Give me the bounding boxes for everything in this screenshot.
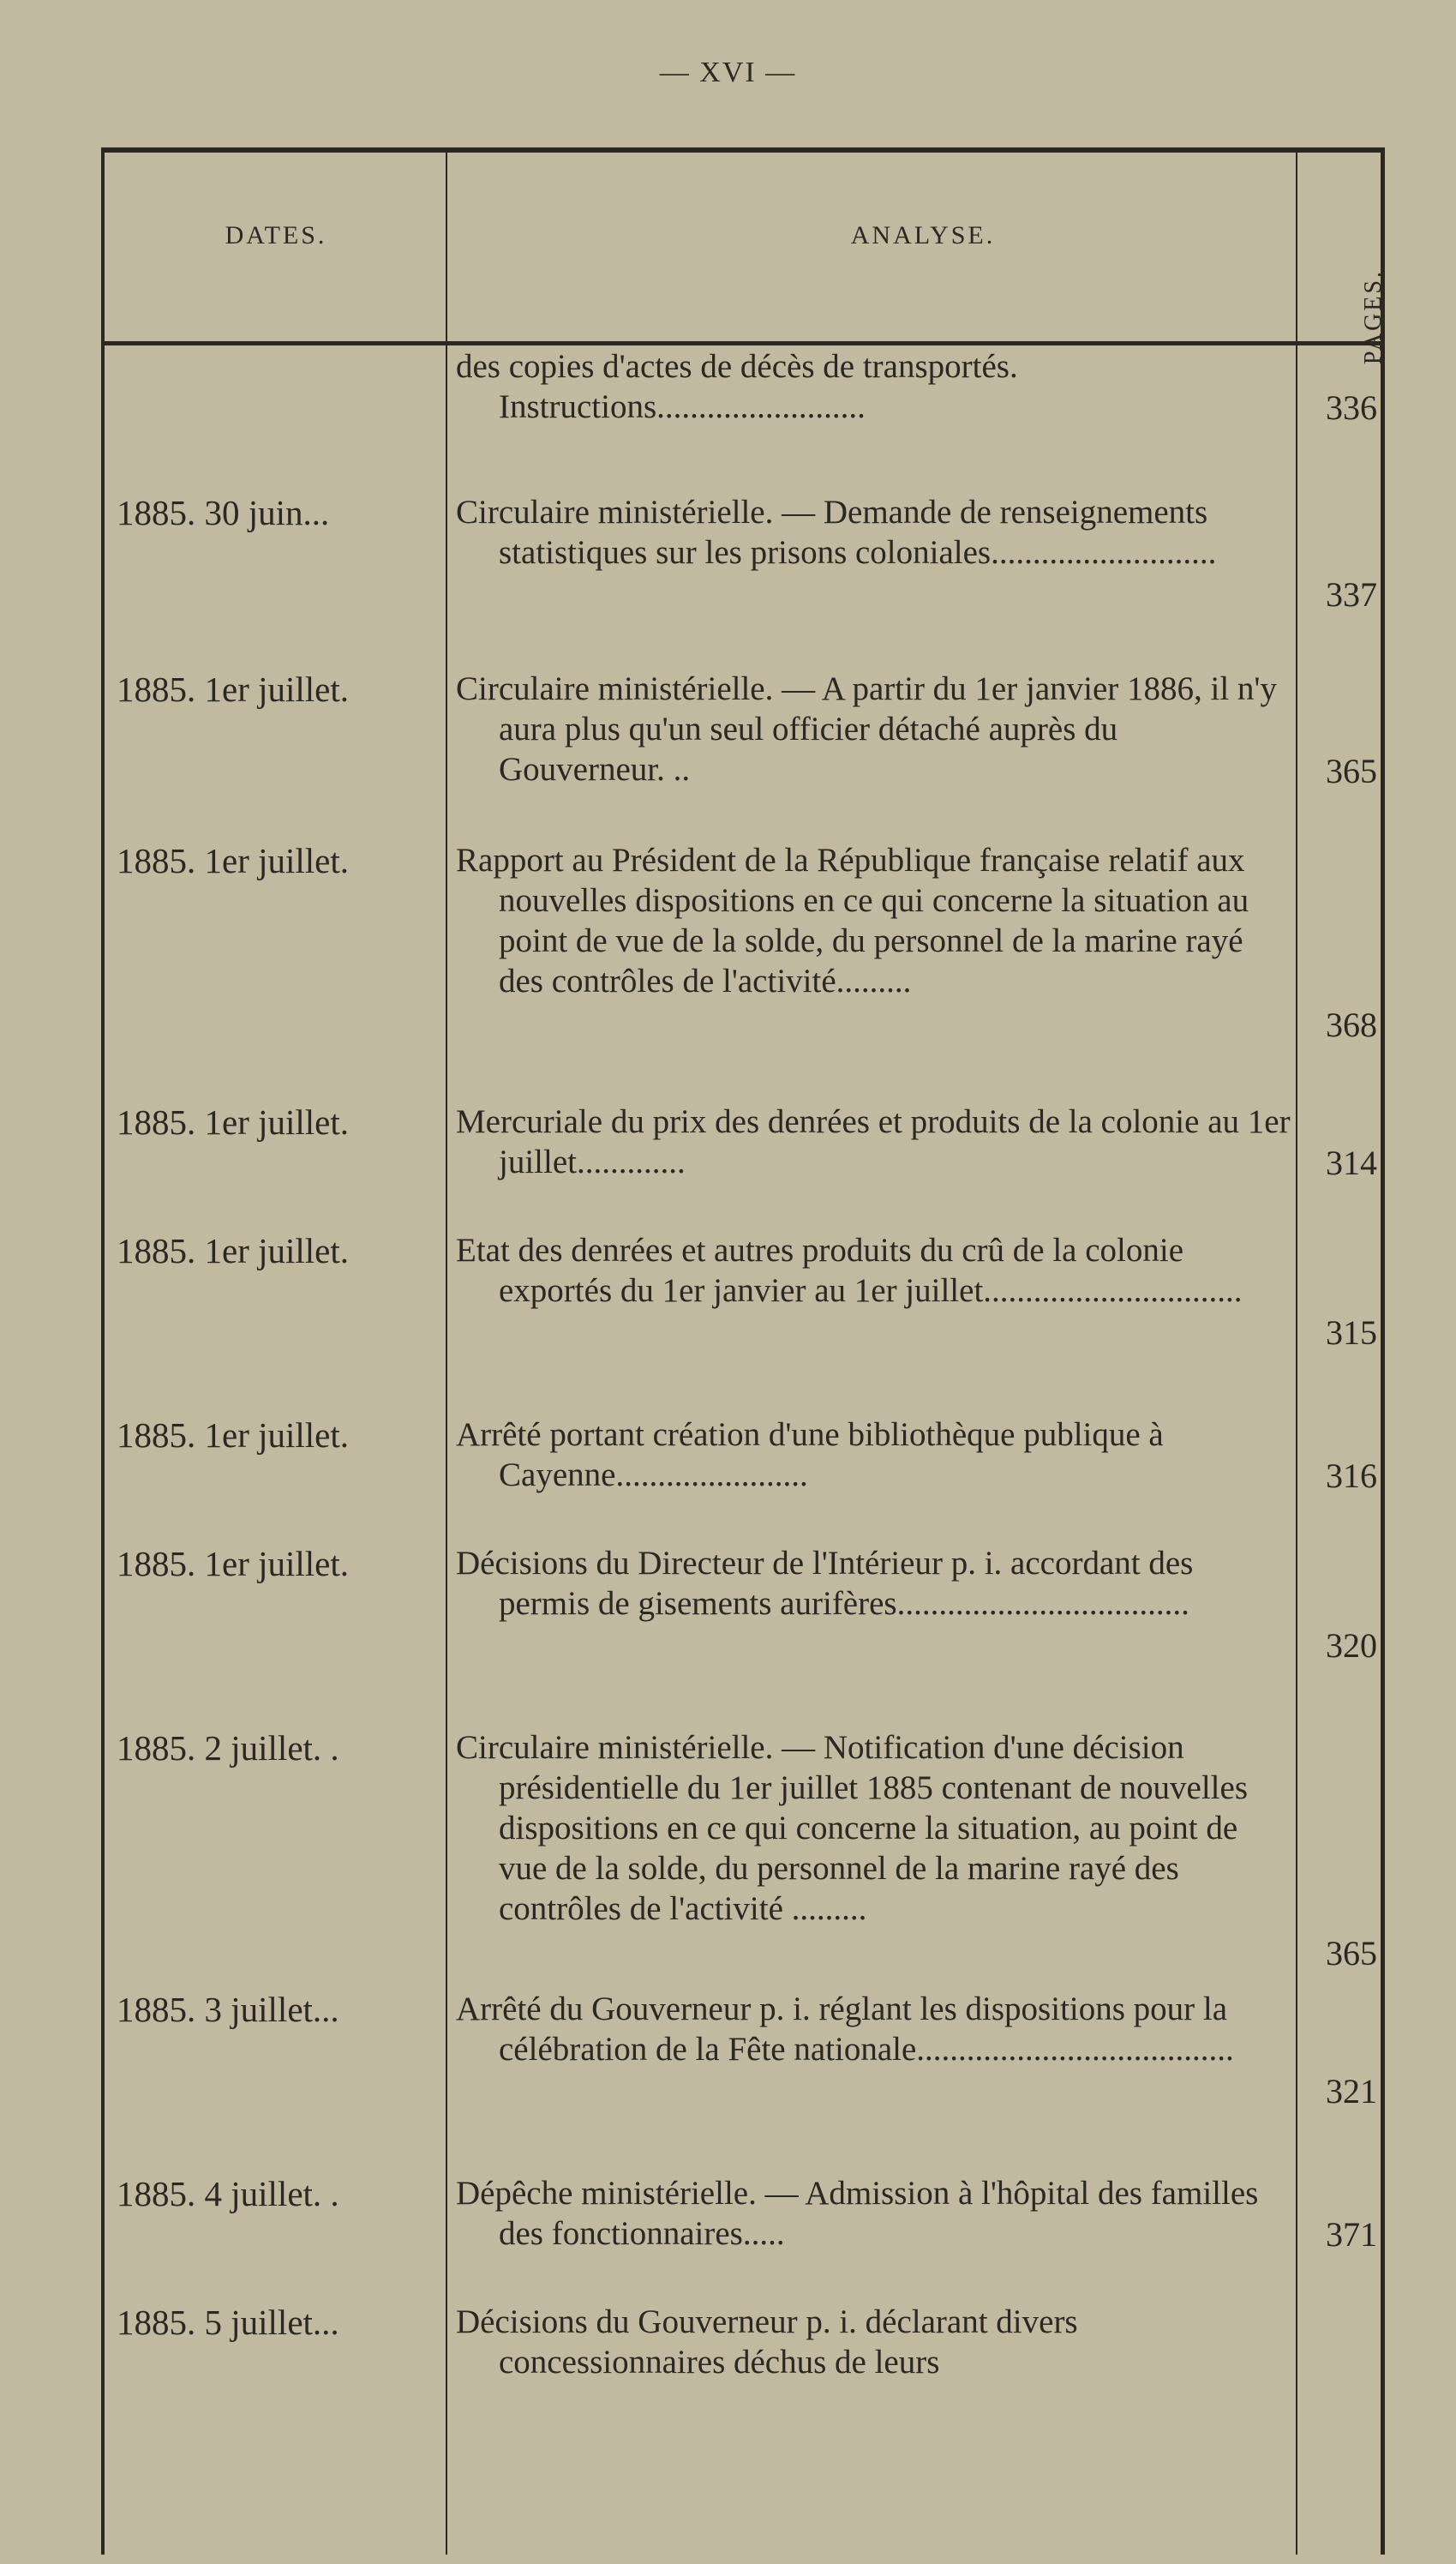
entry-page: 316 <box>1326 1456 1377 1495</box>
entry-page: 321 <box>1326 2072 1377 2111</box>
entry-page: 368 <box>1326 1006 1377 1044</box>
entry-date: 1885. 1er juillet. <box>117 1415 350 1455</box>
header-pages: PAGES. <box>1360 269 1387 365</box>
table-row <box>105 1543 1381 1727</box>
entry-analysis: Décisions du Gouverneur p. i. déclarant divers concessionnaires déchus de leurs <box>456 2303 1078 2381</box>
header-analyse: ANALYSE. <box>850 221 996 249</box>
table-row <box>105 346 1381 492</box>
entry-page: 365 <box>1326 752 1377 790</box>
entry-page: 320 <box>1326 1626 1377 1665</box>
entry-analysis: Dépêche ministérielle. — Admission à l'hôpital des familles des fonctionnaires..... <box>456 2175 1259 2252</box>
entry-analysis: des copies d'actes de décès de transportés. Instructions......................... <box>456 348 1018 425</box>
entry-date: 1885. 1er juillet. <box>117 841 350 880</box>
table-rows <box>105 346 1381 2396</box>
entry-date: 1885. 2 juillet. . <box>117 1728 339 1768</box>
table-row <box>105 2173 1381 2302</box>
entry-analysis: Rapport au Président de la République française relatif aux nouvelles dispositions en ce qui concerne la situation au point de vue de la solde, du personnel de la marine rayé des contrôles de l'activité......... <box>456 842 1249 1000</box>
table-row <box>105 669 1381 840</box>
entry-page: 365 <box>1326 1934 1377 1973</box>
table-row <box>105 1102 1381 1230</box>
entry-analysis: Arrêté portant création d'une bibliothèque publique à Cayenne....................... <box>456 1416 1164 1493</box>
table-row <box>105 1230 1381 1414</box>
table-row <box>105 1414 1381 1543</box>
entry-analysis: Etat des denrées et autres produits du crû de la colonie exportés du 1er janvier au 1er juillet............................... <box>456 1232 1243 1309</box>
table-row <box>105 1989 1381 2173</box>
table-row <box>105 2302 1381 2396</box>
entry-date: 1885. 3 juillet... <box>117 1990 339 2029</box>
entry-analysis: Circulaire ministérielle. — Notification d'une décision présidentielle du 1er juillet 1885 contenant de nouvelles dispositions en ce qui concerne la situation, au point de vue de la solde, du personnel de la marine rayé des contrôles de l'activité ......... <box>456 1729 1248 1927</box>
entry-page: 336 <box>1326 388 1377 427</box>
table-row <box>105 1727 1381 1989</box>
entry-date: 1885. 1er juillet. <box>117 670 350 709</box>
entry-date: 1885. 30 juin... <box>117 493 330 532</box>
index-table <box>101 147 1385 2555</box>
entry-page: 371 <box>1326 2215 1377 2254</box>
entry-analysis: Décisions du Directeur de l'Intérieur p. i. accordant des permis de gisements aurifères................................... <box>456 1545 1194 1622</box>
table-row <box>105 840 1381 1102</box>
entry-date: 1885. 4 juillet. . <box>117 2174 339 2213</box>
entry-analysis: Circulaire ministérielle. — Demande de renseignements statistiques sur les prisons coloniales........................... <box>456 494 1217 571</box>
entry-analysis: Mercuriale du prix des denrées et produits de la colonie au 1er juillet............. <box>456 1103 1291 1180</box>
entry-date: 1885. 5 juillet... <box>117 2303 339 2342</box>
table-row <box>105 492 1381 669</box>
entry-analysis: Circulaire ministérielle. — A partir du 1er janvier 1886, il n'y aura plus qu'un seul officier détaché auprès du Gouverneur. .. <box>456 670 1277 788</box>
entry-date: 1885. 1er juillet. <box>117 1102 350 1142</box>
header-dates: DATES. <box>225 221 327 249</box>
entry-page: 337 <box>1326 575 1377 614</box>
entry-page: 315 <box>1326 1313 1377 1352</box>
entry-analysis: Arrêté du Gouverneur p. i. réglant les dispositions pour la célébration de la Fête nationale...................................... <box>456 1991 1234 2068</box>
entry-date: 1885. 1er juillet. <box>117 1544 350 1583</box>
entry-page: 314 <box>1326 1144 1377 1182</box>
page-number: — XVI — <box>659 57 797 88</box>
table-header <box>105 153 1387 365</box>
entry-date: 1885. 1er juillet. <box>117 1231 350 1270</box>
